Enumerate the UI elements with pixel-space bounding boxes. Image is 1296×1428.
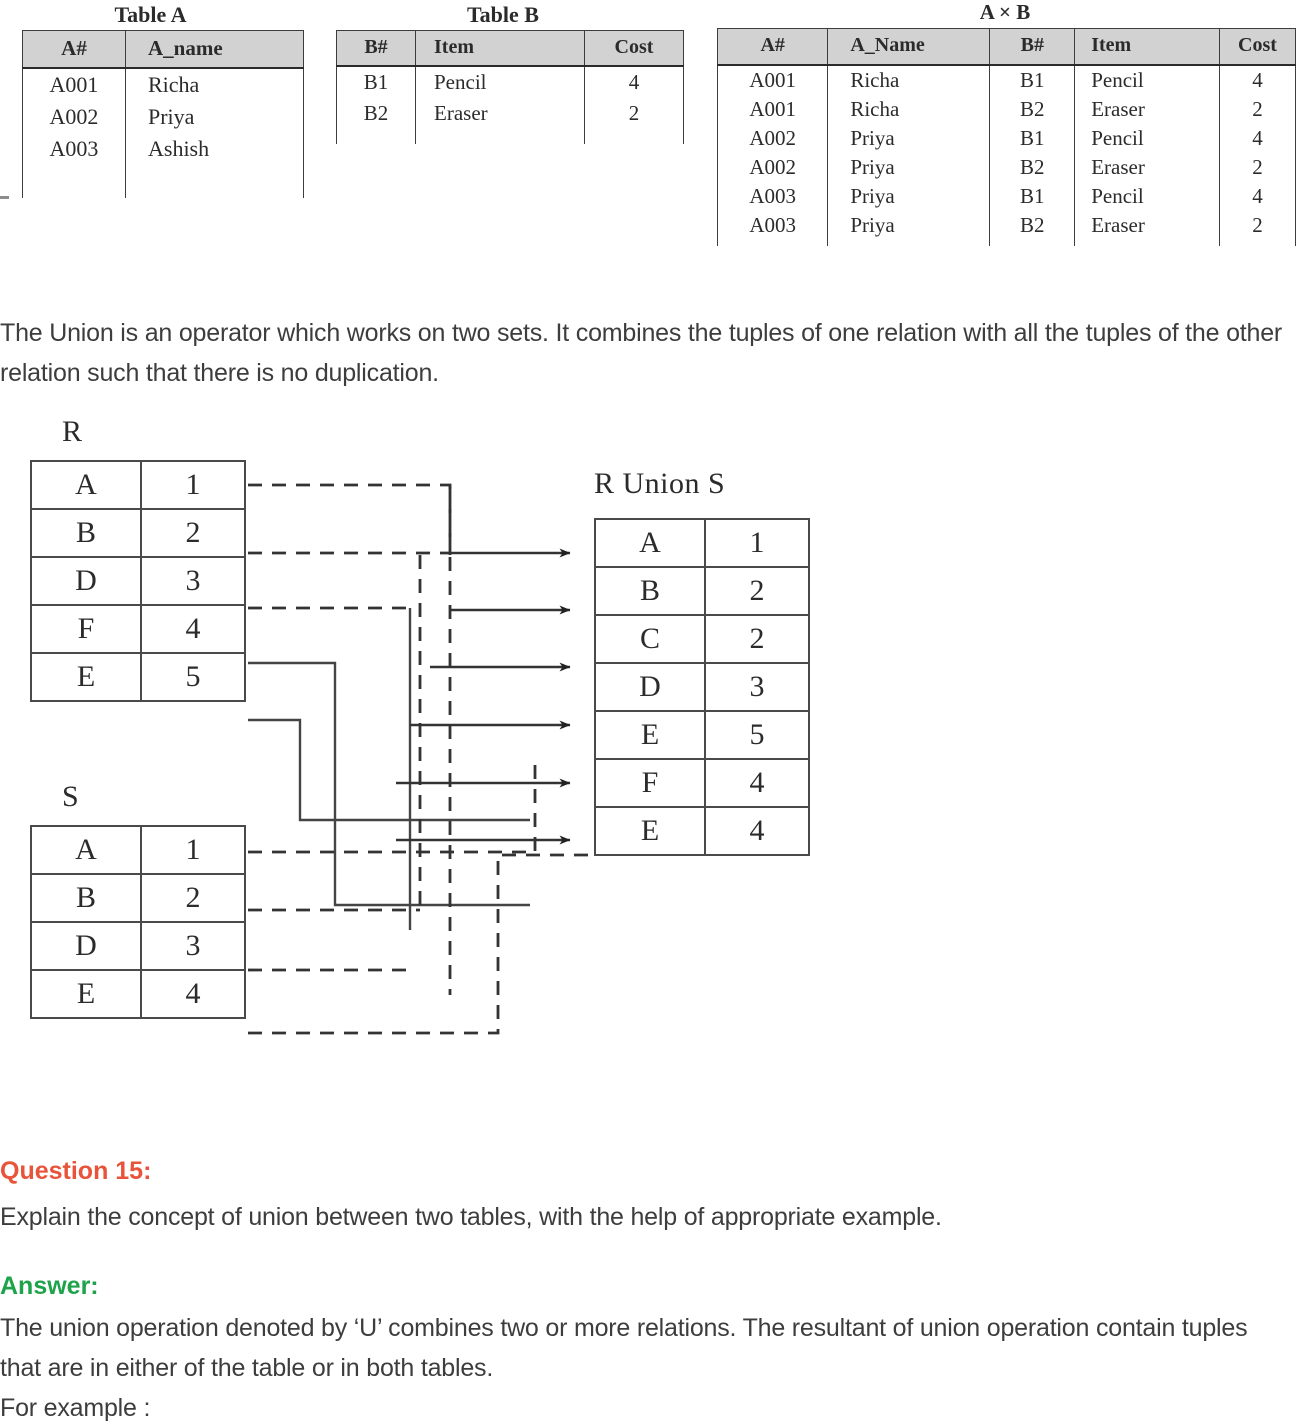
table-cell: 2 bbox=[141, 874, 245, 922]
table-cell: Pencil bbox=[1075, 182, 1220, 211]
table-a-header-row bbox=[23, 31, 304, 69]
connector-r-row-1 bbox=[248, 485, 450, 555]
relation-s-label: S bbox=[62, 780, 79, 813]
table-cell: 3 bbox=[705, 663, 809, 711]
table-cell: 4 bbox=[1219, 182, 1295, 211]
table-cell: Pencil bbox=[1075, 124, 1220, 153]
table-row bbox=[337, 66, 684, 98]
table-cell: A003 bbox=[718, 211, 828, 246]
table-cell: B2 bbox=[990, 211, 1075, 246]
table-b-header-cell: Cost bbox=[585, 31, 684, 67]
answer-paragraph bbox=[0, 1308, 1290, 1428]
table-cell: A001 bbox=[718, 95, 828, 124]
table-cell: A003 bbox=[718, 182, 828, 211]
table-cell: F bbox=[595, 759, 705, 807]
table-cell: Ashish bbox=[126, 133, 304, 198]
table-cell: A002 bbox=[23, 101, 126, 133]
table-row bbox=[718, 153, 1296, 182]
question-text: Explain the concept of union between two tables, with the help of appropriate example. bbox=[0, 1203, 942, 1231]
table-cell: Pencil bbox=[416, 66, 585, 98]
table-cell: A002 bbox=[718, 153, 828, 182]
table-cell: D bbox=[31, 557, 141, 605]
table-cell: 4 bbox=[705, 759, 809, 807]
table-cell: E bbox=[31, 970, 141, 1018]
table-row bbox=[23, 101, 304, 133]
table-cell: Priya bbox=[828, 211, 990, 246]
table-cell: 4 bbox=[1219, 65, 1295, 95]
table-cell: B2 bbox=[337, 98, 416, 144]
table-cell: 2 bbox=[585, 98, 684, 144]
table-cell: B1 bbox=[990, 65, 1075, 95]
table-cell: B1 bbox=[990, 124, 1075, 153]
table-cell: 1 bbox=[705, 519, 809, 567]
table-cell: E bbox=[31, 653, 141, 701]
table-cell: C bbox=[595, 615, 705, 663]
table-b-header-row bbox=[337, 31, 684, 67]
table-b bbox=[336, 30, 684, 144]
connector-r-row-5 bbox=[248, 720, 530, 820]
table-cell: 4 bbox=[705, 807, 809, 855]
table-cell: 4 bbox=[585, 66, 684, 98]
answer-body-text: The union operation denoted by ‘U’ combines two or more relations. The resultant of union operation contain tuples that are in either of the table or in both tables. bbox=[0, 1314, 1248, 1382]
table-b-caption: Table B bbox=[467, 2, 539, 27]
table-cell: B1 bbox=[337, 66, 416, 98]
table-cell: A001 bbox=[718, 65, 828, 95]
table-cell: A001 bbox=[23, 68, 126, 101]
table-b-header-cell: Item bbox=[416, 31, 585, 67]
table-cell: 1 bbox=[141, 461, 245, 509]
table-row bbox=[718, 65, 1296, 95]
a-cross-b-header-cell: B# bbox=[990, 29, 1075, 66]
table-row bbox=[718, 95, 1296, 124]
question-heading: Question 15: bbox=[0, 1157, 152, 1185]
table-cell: Eraser bbox=[1075, 153, 1220, 182]
table-cell: B bbox=[595, 567, 705, 615]
table-a-caption: Table A bbox=[114, 2, 187, 27]
a-cross-b-header-cell: A_Name bbox=[828, 29, 990, 66]
answer-example-lead: For example : bbox=[0, 1394, 151, 1422]
table-cell: 3 bbox=[141, 922, 245, 970]
table-cell: 2 bbox=[1219, 153, 1295, 182]
table-row bbox=[718, 182, 1296, 211]
table-b-header-cell: B# bbox=[337, 31, 416, 67]
table-cell: 5 bbox=[705, 711, 809, 759]
table-cell: B bbox=[31, 509, 141, 557]
intro-paragraph: The Union is an operator which works on two sets. It combines the tuples of one relation with all the tuples of the other relation such that there is no duplication. bbox=[0, 319, 1283, 387]
table-cell: A bbox=[595, 519, 705, 567]
table-cell: 5 bbox=[141, 653, 245, 701]
table-cell: 2 bbox=[1219, 95, 1295, 124]
table-cell: Richa bbox=[828, 65, 990, 95]
table-cell: F bbox=[31, 605, 141, 653]
table-cell: Priya bbox=[828, 182, 990, 211]
a-cross-b-header-cell: A# bbox=[718, 29, 828, 66]
table-cell: 2 bbox=[705, 615, 809, 663]
table-cell: Priya bbox=[828, 153, 990, 182]
table-row bbox=[718, 211, 1296, 246]
a-cross-b-table bbox=[717, 28, 1296, 246]
union-mapping-connectors bbox=[0, 405, 900, 1085]
a-cross-b-caption: A × B bbox=[979, 0, 1031, 24]
table-row bbox=[337, 98, 684, 144]
table-row bbox=[718, 124, 1296, 153]
table-cell: Priya bbox=[828, 124, 990, 153]
table-cell: Eraser bbox=[416, 98, 585, 144]
table-cell: Eraser bbox=[1075, 95, 1220, 124]
table-cell: 4 bbox=[141, 605, 245, 653]
table-a-header-cell: A_name bbox=[126, 31, 304, 69]
relation-r-label: R bbox=[62, 415, 83, 448]
table-cell: E bbox=[595, 711, 705, 759]
table-cell: Pencil bbox=[1075, 65, 1220, 95]
table-cell: B2 bbox=[990, 95, 1075, 124]
a-cross-b-header-cell: Item bbox=[1075, 29, 1220, 66]
table-cell: A003 bbox=[23, 133, 126, 198]
connector-s-row-4 bbox=[248, 855, 590, 1033]
table-cell: D bbox=[31, 922, 141, 970]
table-a-header-cell: A# bbox=[23, 31, 126, 69]
table-cell: E bbox=[595, 807, 705, 855]
table-a bbox=[22, 30, 304, 198]
table-cell: 2 bbox=[141, 509, 245, 557]
table-cell: 2 bbox=[1219, 211, 1295, 246]
table-cell: 2 bbox=[705, 567, 809, 615]
table-cell: B bbox=[31, 874, 141, 922]
table-cell: Richa bbox=[828, 95, 990, 124]
table-cell: Priya bbox=[126, 101, 304, 133]
answer-heading: Answer: bbox=[0, 1272, 99, 1300]
table-cell: 4 bbox=[141, 970, 245, 1018]
table-cell: Richa bbox=[126, 68, 304, 101]
table-cell: Eraser bbox=[1075, 211, 1220, 246]
table-cell: A bbox=[31, 461, 141, 509]
table-row bbox=[23, 133, 304, 198]
union-result-label: R Union S bbox=[594, 467, 726, 500]
a-cross-b-header-row bbox=[718, 29, 1296, 66]
table-cell: A bbox=[31, 826, 141, 874]
table-row bbox=[23, 68, 304, 101]
table-cell: D bbox=[595, 663, 705, 711]
table-cell: 1 bbox=[141, 826, 245, 874]
table-cell: A002 bbox=[718, 124, 828, 153]
scan-artifact-mark bbox=[0, 196, 9, 199]
union-diagram bbox=[0, 405, 900, 1085]
table-cell: B2 bbox=[990, 153, 1075, 182]
a-cross-b-header-cell: Cost bbox=[1219, 29, 1295, 66]
table-cell: 4 bbox=[1219, 124, 1295, 153]
table-cell: 3 bbox=[141, 557, 245, 605]
table-cell: B1 bbox=[990, 182, 1075, 211]
